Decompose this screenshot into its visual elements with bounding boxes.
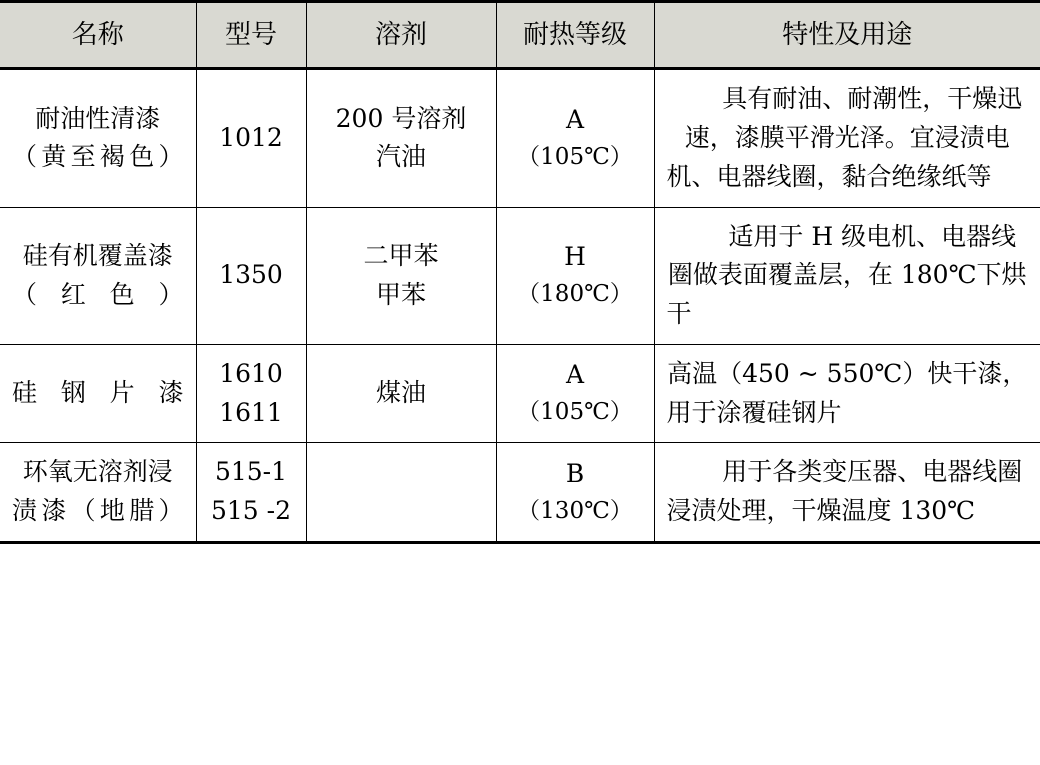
column-header-heat-grade: 耐热等级 — [496, 2, 654, 69]
column-header-name: 名称 — [0, 2, 196, 69]
cell-heat-grade — [496, 207, 654, 344]
table-header-row — [0, 2, 1040, 69]
heat-grade-value: H — [564, 242, 586, 272]
column-header-model: 型号 — [196, 2, 306, 69]
cell-solvent — [306, 443, 496, 543]
column-header-description: 特性及用途 — [654, 2, 1040, 69]
model-line: 515-1 — [214, 457, 288, 487]
cell-solvent — [306, 344, 496, 443]
cell-name: 硅钢片漆 — [0, 344, 196, 443]
heat-grade-temp: （105℃） — [517, 399, 633, 426]
heat-grade-value: A — [565, 360, 585, 390]
cell-description: 用于各类变压器、电器线圈浸渍处理，干燥温度 130℃ — [654, 443, 1040, 543]
cell-model — [196, 443, 306, 543]
table-row — [0, 443, 1040, 543]
cell-model: 1350 — [196, 207, 306, 344]
cell-solvent — [306, 207, 496, 344]
solvent-line: 煤油 — [375, 378, 426, 408]
cell-heat-grade — [496, 69, 654, 207]
solvent-line: 200 号溶剂 — [335, 103, 467, 133]
column-header-solvent: 溶剂 — [306, 2, 496, 69]
cell-name: 环氧无溶剂浸渍漆（地腊） — [0, 443, 196, 543]
cell-model: 1012 — [196, 69, 306, 207]
solvent-line: 二甲苯 — [363, 240, 439, 270]
cell-model — [196, 344, 306, 443]
cell-description: 适用于 H 级电机、电器线圈做表面覆盖层，在 180℃下烘干 — [654, 207, 1040, 344]
model-line: 1610 — [219, 358, 283, 388]
heat-grade-temp: （180℃） — [517, 281, 633, 308]
table-row — [0, 207, 1040, 344]
cell-description: 具有耐油、耐潮性，干燥迅速，漆膜平滑光泽。宜浸渍电机、电器线圈，黏合绝缘纸等 — [654, 69, 1040, 207]
heat-grade-temp: （105℃） — [517, 143, 633, 170]
model-line: 515 -2 — [210, 496, 292, 526]
cell-solvent — [306, 69, 496, 207]
solvent-line: 汽油 — [375, 142, 426, 172]
cell-description: 高温（450 ~ 550℃）快干漆，用于涂覆硅钢片 — [654, 344, 1040, 443]
heat-grade-value: B — [565, 458, 585, 488]
cell-name: 耐油性清漆（黄至褐色） — [0, 69, 196, 207]
model-line: 1611 — [219, 397, 283, 427]
table-row — [0, 344, 1040, 443]
cell-name: 硅有机覆盖漆（红色） — [0, 207, 196, 344]
solvent-line: 甲苯 — [375, 279, 426, 309]
heat-grade-temp: （130℃） — [517, 497, 633, 524]
cell-heat-grade — [496, 443, 654, 543]
table-row — [0, 69, 1040, 207]
cell-heat-grade — [496, 344, 654, 443]
heat-grade-value: A — [565, 105, 585, 135]
